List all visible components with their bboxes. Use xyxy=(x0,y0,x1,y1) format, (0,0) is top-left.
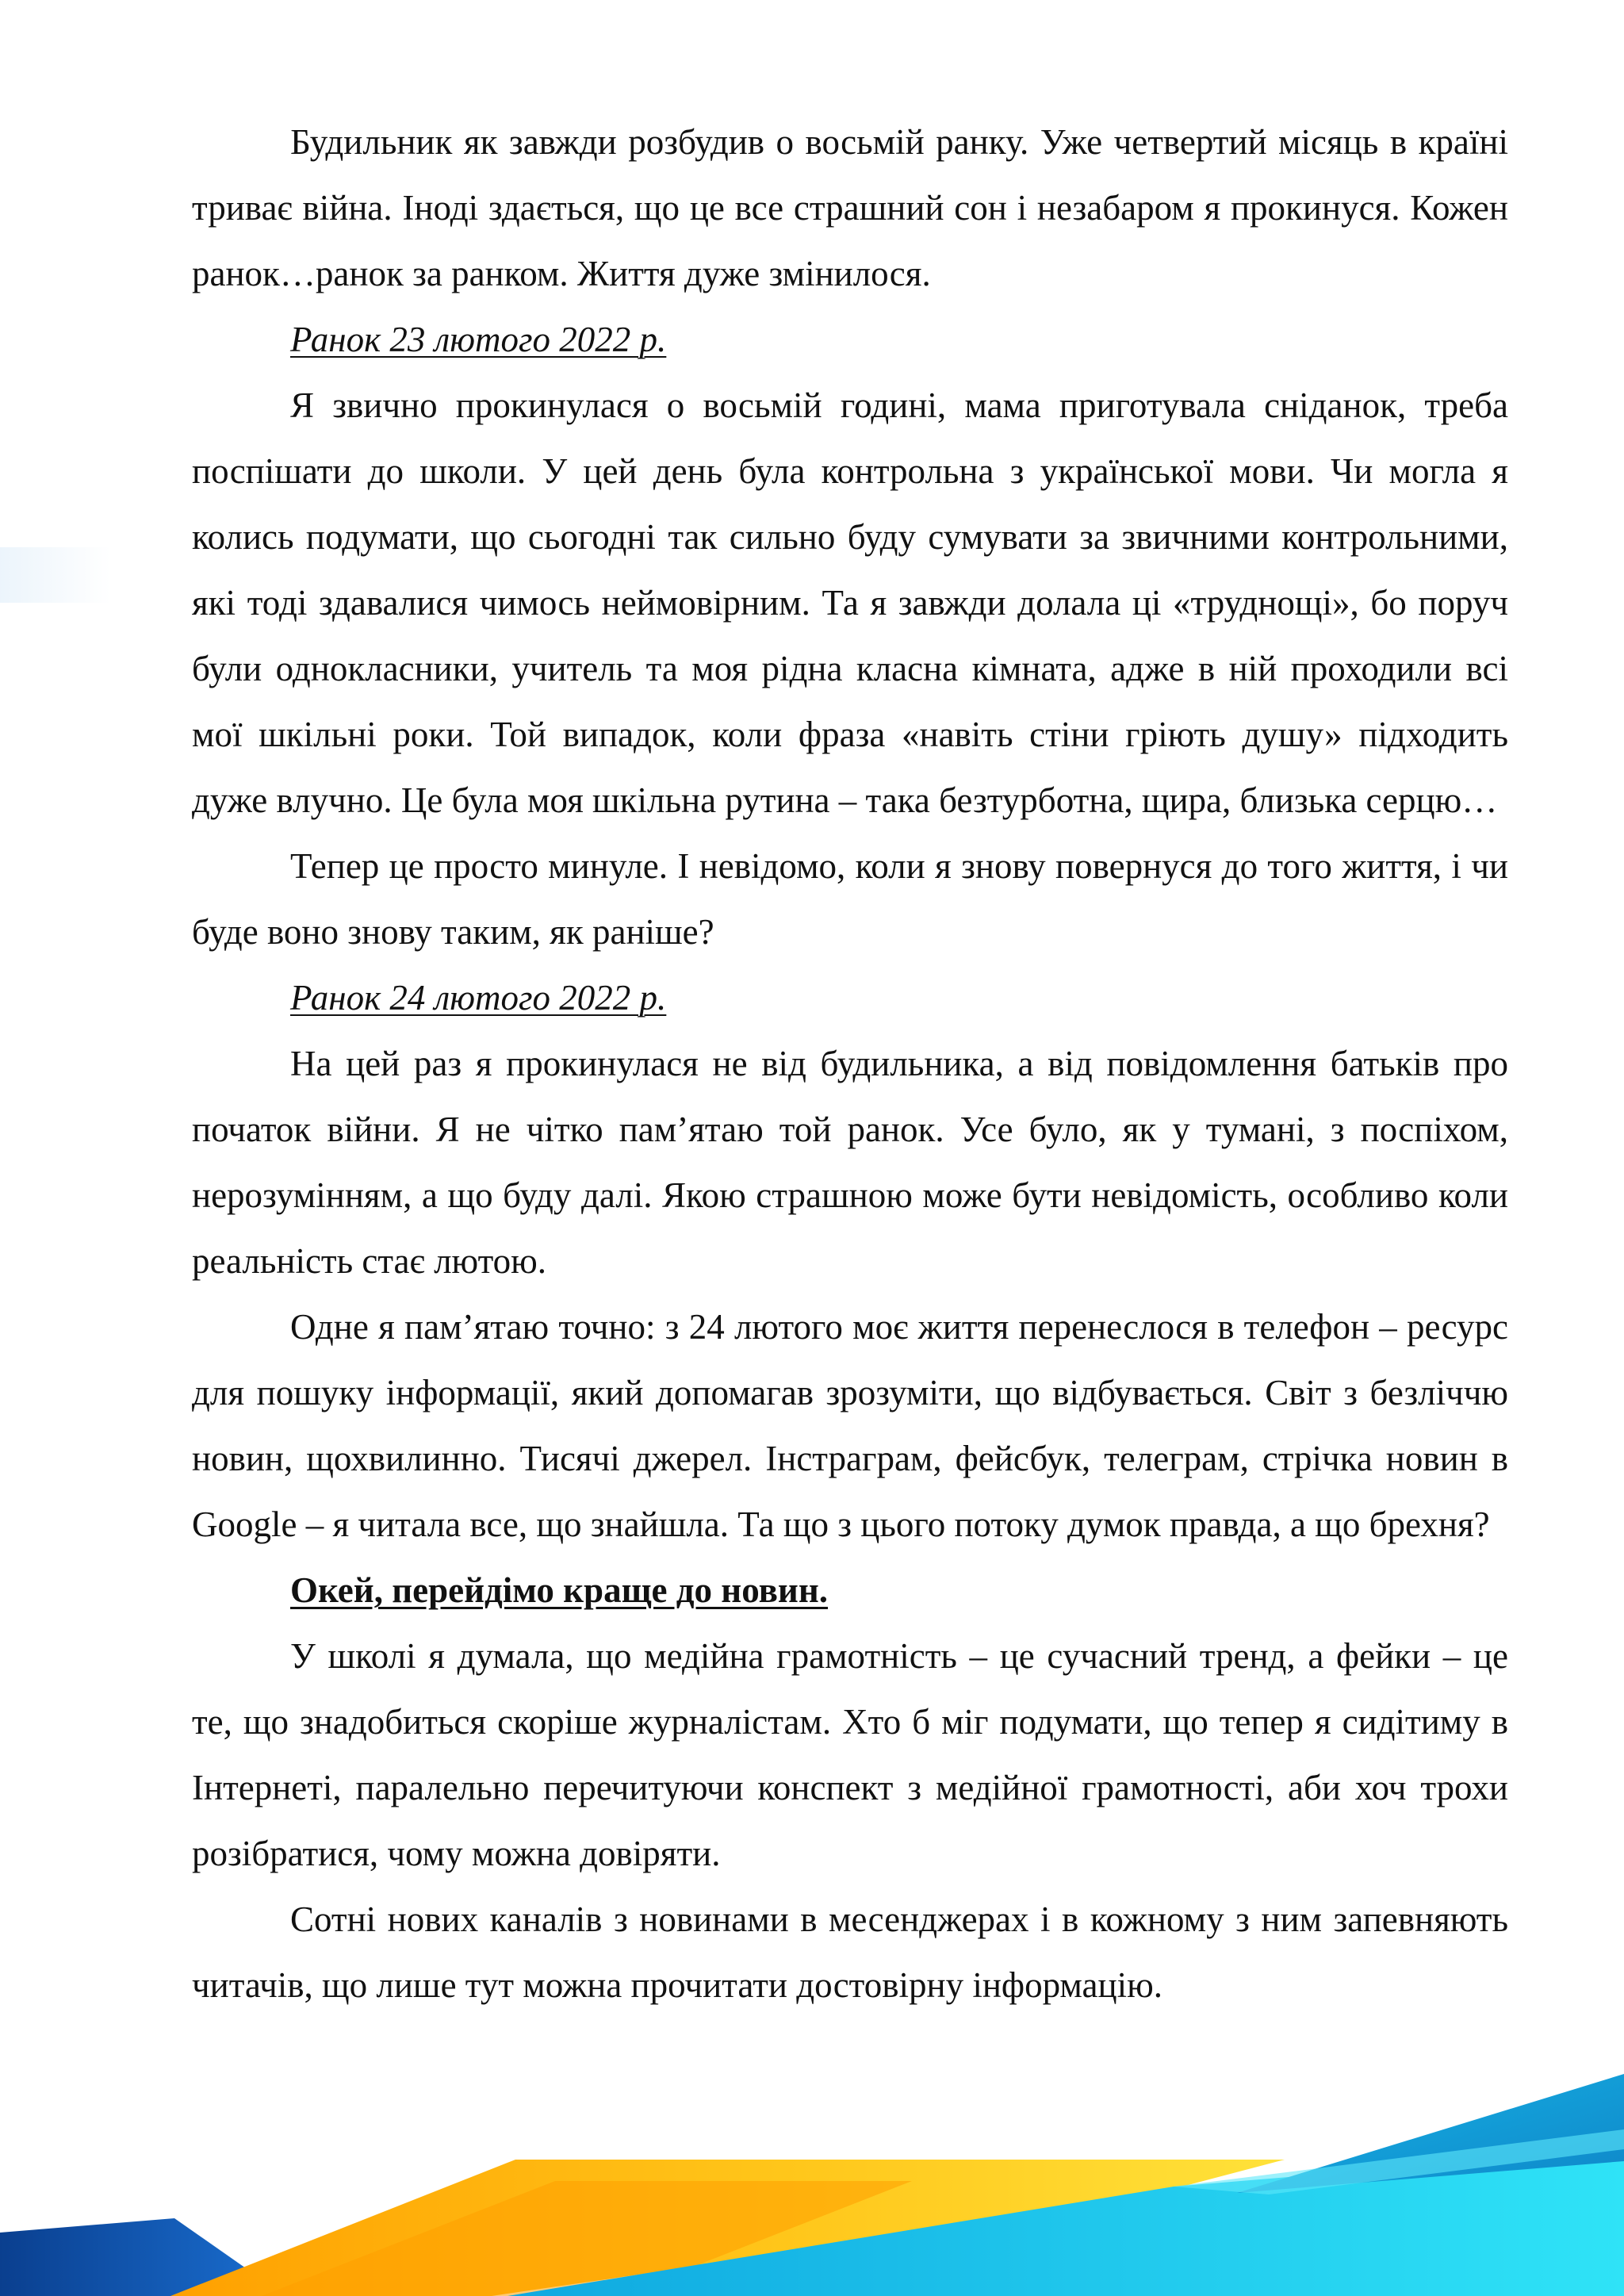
news-heading xyxy=(192,1558,1508,1623)
date-heading-feb-23-text: Ранок 23 лютого 2022 р. xyxy=(290,320,667,359)
date-heading-feb-24-text: Ранок 24 лютого 2022 р. xyxy=(290,978,667,1018)
document-body xyxy=(192,109,1508,2018)
paragraph-media-literacy: У школі я думала, що медійна грамотність – це сучасний тренд, а фейки – це те, що знадобиться скоріше журналістам. Хто б міг подумати, що тепер я сидітиму в Інтернеті, паралельно перечитуючи конспект з медійної грамотності, аби хоч трохи розібратися, чому можна довіряти. xyxy=(192,1636,1508,1873)
edge-shading xyxy=(0,547,111,603)
paragraph-phone: Одне я пам’ятаю точно: з 24 лютого моє життя перенеслося в телефон – ресурс для пошуку інформації, який допомагав зрозуміти, що відбувається. Світ з безліччю новин, щохвилинно. Тисячі джерел. Інстраграм, фейсбук, телеграм, стрічка новин в Google – я читала все, що знайшла. Та що з цього потоку думок правда, а що брехня? xyxy=(192,1307,1508,1544)
paragraph-school-day: Я звично прокинулася о восьмій годині, мама приготувала сніданок, треба поспішати до школи. У цей день була контрольна з української мови. Чи могла я колись подумати, що сьогодні так сильно буду сумувати за звичними контрольними, які тоді здавалися чимось неймовірним. Та я завжди долала ці «труднощі», бо поруч були однокласники, учитель та моя рідна класна кімната, адже в ній проходили всі мої шкільні роки. Той випадок, коли фраза «навіть стіни гріють душу» підходить дуже влучно. Це була моя шкільна рутина – така безтурботна, щира, близька серцю… xyxy=(192,385,1508,820)
paragraph-war-start: На цей раз я прокинулася не від будильника, а від повідомлення батьків про початок війни. Я не чітко пам’ятаю той ранок. Усе було, як у тумані, з поспіхом, нерозумінням, а що буду далі. Якою страшною може бути невідомість, особливо коли реальність стає лютою. xyxy=(192,1044,1508,1281)
paragraph-intro: Будильник як завжди розбудив о восьмій ранку. Уже четвертий місяць в країні триває війна. Іноді здається, що це все страшний сон і незабаром я прокинуся. Кожен ранок…ранок за ранком. Життя дуже змінилося. xyxy=(192,122,1508,293)
news-heading-text: Окей, перейдімо краще до новин. xyxy=(290,1570,829,1610)
paragraph-past: Тепер це просто минуле. І невідомо, коли я знову повернуся до того життя, і чи буде воно знову таким, як раніше? xyxy=(192,846,1508,952)
paragraph-channels: Сотні нових каналів з новинами в месенджерах і в кожному з ним запевняють читачів, що лише тут можна прочитати достовірну інформацію. xyxy=(192,1899,1508,2005)
date-heading-feb-24 xyxy=(192,965,1508,1031)
footer-decoration xyxy=(0,2010,1624,2296)
date-heading-feb-23 xyxy=(192,307,1508,373)
